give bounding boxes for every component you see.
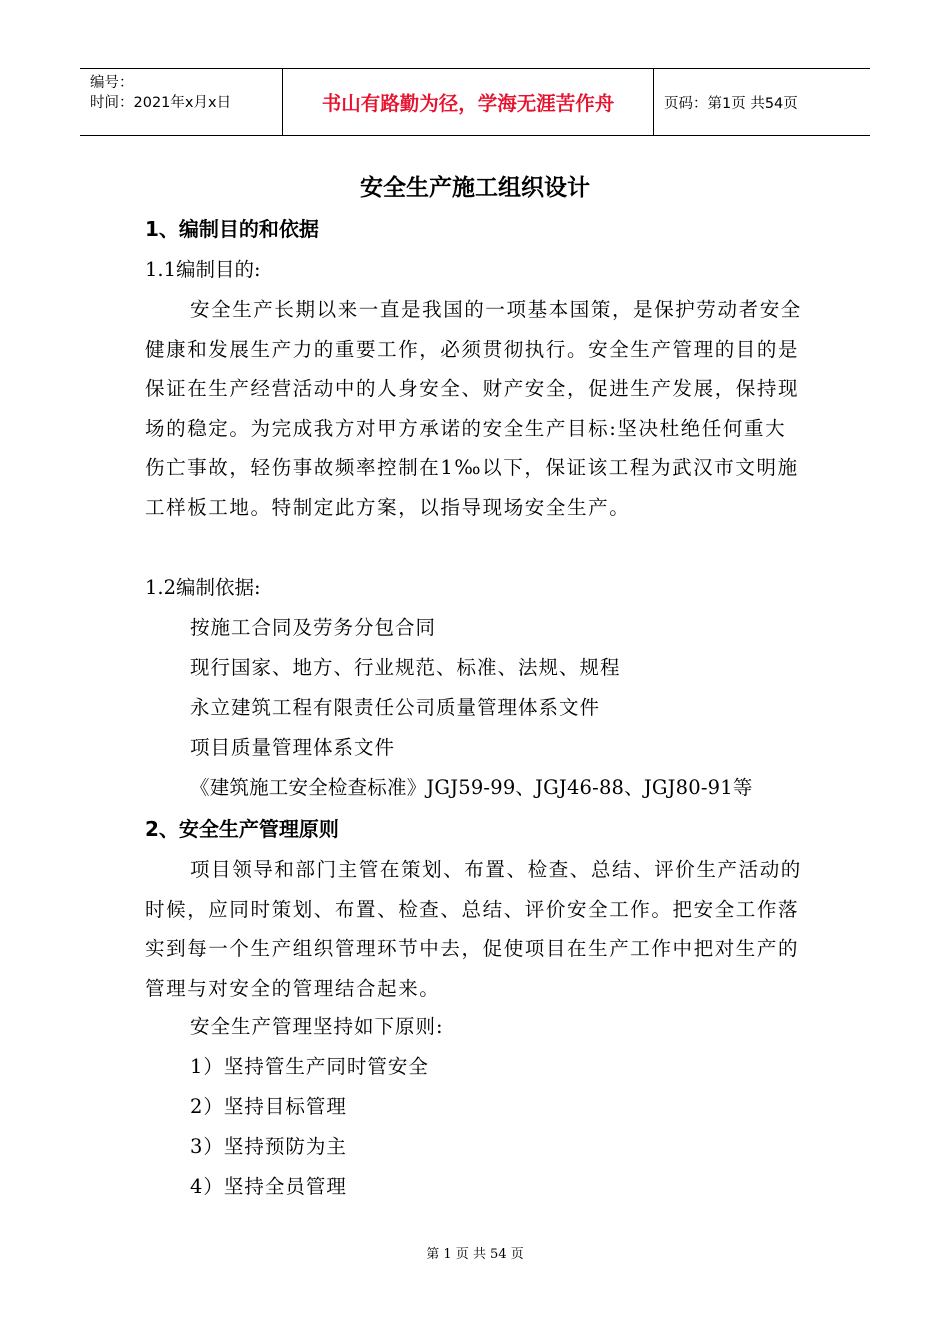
section-2-heading: 2、安全生产管理原则 xyxy=(145,817,339,841)
basis-item: 永立建筑工程有限责任公司质量管理体系文件 xyxy=(190,696,601,719)
basis-item: 《建筑施工安全检查标准》JGJ59-99、JGJ46-88、JGJ80-91等 xyxy=(190,776,753,799)
section-1-2-heading: 1.2编制依据: xyxy=(145,576,261,599)
header-page-number: 页码：第1页 共54页 xyxy=(664,95,798,112)
section-1-1-paragraph: 安全生产长期以来一直是我国的一项基本国策，是保护劳动者安全健康和发展生产力的重要工作，必须贯彻执行。安全生产管理的目的是保证在生产经营活动中的人身安全、财产安全，促进生产发展，保持现场的稳定。为完成我方对甲方承诺的安全生产目标:坚决杜绝任何重大伤亡事故，轻伤事故频率控制在1‰以下，保证该工程为武汉市文明施工样板工地。特制定此方案，以指导现场安全生产。 xyxy=(145,298,802,519)
header-meta xyxy=(80,69,282,135)
section-1-1-heading: 1.1编制目的: xyxy=(145,258,261,281)
principles-intro: 安全生产管理坚持如下原则: xyxy=(190,1015,444,1038)
document-date-label: 时间：2021年x月x日 xyxy=(90,95,232,111)
header-motto: 书山有路勤为径，学海无涯苦作舟 xyxy=(282,69,654,135)
document-number-label: 编号： xyxy=(90,75,134,91)
basis-item: 按施工合同及劳务分包合同 xyxy=(190,616,437,639)
principle-item: 2）坚持目标管理 xyxy=(190,1095,347,1118)
basis-item: 现行国家、地方、行业规范、标准、法规、规程 xyxy=(190,656,621,679)
principle-item: 1）坚持管生产同时管安全 xyxy=(190,1055,429,1078)
principle-item: 3）坚持预防为主 xyxy=(190,1135,347,1158)
page-footer: 第 1 页 共 54 页 xyxy=(426,1247,524,1262)
section-1-heading: 1、编制目的和依据 xyxy=(145,217,319,241)
page-header xyxy=(80,68,870,136)
document-title: 安全生产施工组织设计 xyxy=(360,175,590,201)
section-2-paragraph: 项目领导和部门主管在策划、布置、检查、总结、评价生产活动的时候，应同时策划、布置、检查、总结、评价安全工作。把安全工作落实到每一个生产组织管理环节中去，促使项目在生产工作中把对生产的管理与对安全的管理结合起来。 xyxy=(145,858,802,1000)
principle-item: 4）坚持全员管理 xyxy=(190,1175,347,1198)
basis-item: 项目质量管理体系文件 xyxy=(190,736,396,759)
